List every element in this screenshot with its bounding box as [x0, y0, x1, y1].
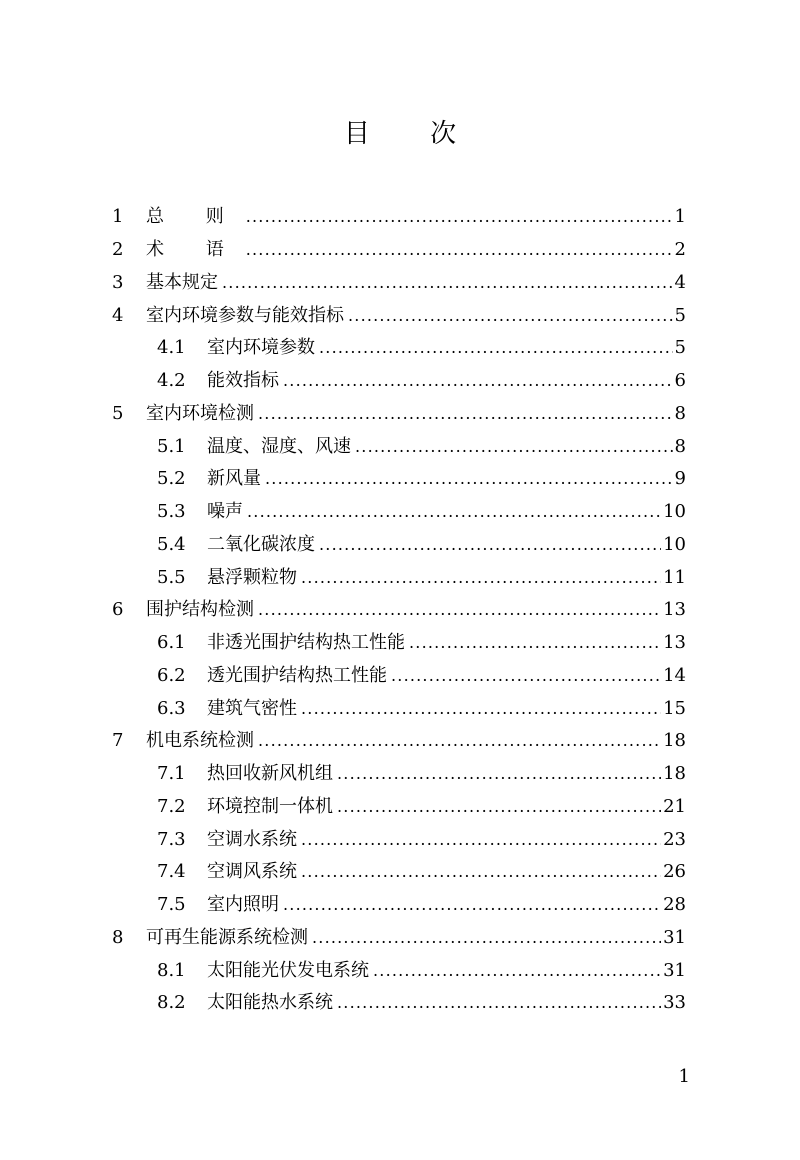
toc-entry-page: 1 — [674, 206, 686, 228]
toc-entry-title: 室内环境参数 — [207, 337, 315, 359]
toc-entry-number: 4.2 — [157, 370, 186, 392]
toc-entry[interactable] — [112, 430, 686, 463]
toc-entry[interactable] — [112, 791, 686, 824]
page-title: 目 次 — [343, 119, 483, 149]
toc-entry-page: 33 — [663, 992, 686, 1014]
toc-entry-number: 7.5 — [157, 894, 186, 916]
toc-entry[interactable] — [112, 201, 686, 234]
toc-entry-number: 6.1 — [157, 632, 186, 654]
toc-entry-number: 2 — [112, 239, 124, 261]
toc-entry-title: 热回收新风机组 — [207, 763, 333, 785]
toc-leader-dots — [246, 239, 673, 261]
toc-entry[interactable] — [112, 267, 686, 300]
toc-leader-dots — [301, 698, 661, 720]
toc-entry[interactable] — [112, 692, 686, 725]
toc-leader-dots — [301, 829, 661, 851]
toc-entry[interactable] — [112, 299, 686, 332]
toc-entry-number: 6.3 — [157, 697, 186, 719]
toc-leader-dots — [246, 206, 673, 228]
toc-entry-page: 2 — [674, 239, 686, 261]
toc-entry-page: 5 — [674, 337, 686, 359]
toc-entry-page: 11 — [663, 566, 686, 588]
toc-entry-title: 总 则 — [146, 206, 242, 228]
toc-entry-page: 31 — [663, 926, 686, 948]
toc-entry-page: 10 — [663, 533, 686, 555]
toc-entry[interactable] — [112, 856, 686, 889]
toc-entry[interactable] — [112, 561, 686, 594]
toc-entry-number: 7.4 — [157, 861, 186, 883]
toc-entry-page: 26 — [663, 861, 686, 883]
toc-leader-dots — [301, 861, 661, 883]
toc-entry-page: 31 — [663, 959, 686, 981]
toc-entry-title: 室内环境参数与能效指标 — [146, 304, 344, 326]
toc-entry-page: 13 — [663, 632, 686, 654]
toc-entry[interactable] — [112, 660, 686, 693]
toc-leader-dots — [337, 992, 661, 1014]
toc-entry-number: 4 — [112, 304, 124, 326]
toc-entry[interactable] — [112, 922, 686, 955]
toc-entry-title: 太阳能热水系统 — [207, 992, 333, 1014]
toc-entry-number: 8 — [112, 926, 124, 948]
toc-entry-title: 新风量 — [207, 468, 261, 490]
toc-entry-title: 基本规定 — [146, 271, 218, 293]
toc-entry-number: 4.1 — [157, 337, 186, 359]
toc-entry-number: 5.4 — [157, 533, 186, 555]
toc-entry-page: 8 — [674, 402, 686, 424]
toc-entry-page: 10 — [663, 501, 686, 523]
toc-entry-title: 环境控制一体机 — [207, 795, 333, 817]
toc-entry-title: 悬浮颗粒物 — [207, 566, 297, 588]
toc-entry-title: 二氧化碳浓度 — [207, 533, 315, 555]
toc-entry-number: 7.3 — [157, 828, 186, 850]
toc-entry-title: 噪声 — [207, 501, 243, 523]
toc-entry-title: 空调风系统 — [207, 861, 297, 883]
toc-entry[interactable] — [112, 823, 686, 856]
toc-leader-dots — [258, 599, 661, 621]
toc-leader-dots — [222, 272, 673, 294]
toc-entry-page: 21 — [663, 795, 686, 817]
toc-entry[interactable] — [112, 987, 686, 1020]
toc-entry-page: 6 — [674, 370, 686, 392]
toc-entry-number: 7 — [112, 730, 124, 752]
toc-leader-dots — [301, 567, 661, 589]
toc-entry-title: 太阳能光伏发电系统 — [207, 959, 369, 981]
toc-entry-title: 温度、湿度、风速 — [207, 435, 351, 457]
toc-entry[interactable] — [112, 725, 686, 758]
toc-entry-number: 7.2 — [157, 795, 186, 817]
toc-entry-title: 建筑气密性 — [207, 697, 297, 719]
toc-entry-number: 5.5 — [157, 566, 186, 588]
toc-entry[interactable] — [112, 627, 686, 660]
toc-leader-dots — [409, 632, 661, 654]
toc-entry-title: 透光围护结构热工性能 — [207, 664, 387, 686]
toc-entry[interactable] — [112, 332, 686, 365]
toc-leader-dots — [319, 337, 673, 359]
toc-entry[interactable] — [112, 529, 686, 562]
toc-entry[interactable] — [112, 234, 686, 267]
toc-entry[interactable] — [112, 496, 686, 529]
toc-entry-page: 4 — [674, 271, 686, 293]
toc-entry-number: 6.2 — [157, 664, 186, 686]
toc-entry-page: 18 — [663, 730, 686, 752]
toc-entry-number: 5 — [112, 402, 124, 424]
toc-entry-title: 空调水系统 — [207, 828, 297, 850]
toc-entry-number: 5.3 — [157, 501, 186, 523]
toc-leader-dots — [319, 534, 661, 556]
toc-leader-dots — [283, 894, 661, 916]
toc-entry-title: 非透光围护结构热工性能 — [207, 632, 405, 654]
toc-leader-dots — [373, 960, 661, 982]
toc-leader-dots — [391, 665, 661, 687]
toc-entry-title: 围护结构检测 — [146, 599, 254, 621]
toc-leader-dots — [258, 403, 673, 425]
toc-leader-dots — [337, 763, 661, 785]
toc-leader-dots — [265, 468, 673, 490]
toc-leader-dots — [355, 436, 673, 458]
toc-entry[interactable] — [112, 954, 686, 987]
toc-entry-page: 23 — [663, 828, 686, 850]
toc-entry[interactable] — [112, 758, 686, 791]
toc-leader-dots — [283, 370, 673, 392]
toc-entry-page: 15 — [663, 697, 686, 719]
toc-entry[interactable] — [112, 889, 686, 922]
toc-entry-title: 机电系统检测 — [146, 730, 254, 752]
toc-entry-number: 1 — [112, 206, 124, 228]
toc-entry-number: 5.2 — [157, 468, 186, 490]
toc-entry-page: 9 — [674, 468, 686, 490]
toc-entry-page: 28 — [663, 894, 686, 916]
toc-entry[interactable] — [112, 463, 686, 496]
toc-entry-title: 可再生能源系统检测 — [146, 926, 308, 948]
toc-entry-number: 7.1 — [157, 763, 186, 785]
toc-entry-page: 5 — [674, 304, 686, 326]
toc-entry-title: 室内环境检测 — [146, 402, 254, 424]
toc-entry-title: 室内照明 — [207, 894, 279, 916]
page-number: 1 — [678, 1066, 690, 1087]
toc-entry-page: 14 — [663, 664, 686, 686]
toc-entry-title: 术 语 — [146, 239, 242, 261]
toc-entry-number: 3 — [112, 271, 124, 293]
toc-entry-page: 8 — [674, 435, 686, 457]
toc-entry[interactable] — [112, 594, 686, 627]
toc-leader-dots — [337, 796, 661, 818]
toc-entry-number: 8.2 — [157, 992, 186, 1014]
toc-entry-page: 18 — [663, 763, 686, 785]
toc-entry-number: 8.1 — [157, 959, 186, 981]
toc-leader-dots — [348, 305, 673, 327]
toc-leader-dots — [247, 501, 661, 523]
toc-entry-number: 6 — [112, 599, 124, 621]
toc-entry-page: 13 — [663, 599, 686, 621]
toc-entry-title: 能效指标 — [207, 370, 279, 392]
toc-entry[interactable] — [112, 398, 686, 431]
toc-entry[interactable] — [112, 365, 686, 398]
toc-leader-dots — [312, 927, 661, 949]
table-of-contents — [112, 201, 686, 1020]
toc-leader-dots — [258, 730, 661, 752]
toc-entry-number: 5.1 — [157, 435, 186, 457]
